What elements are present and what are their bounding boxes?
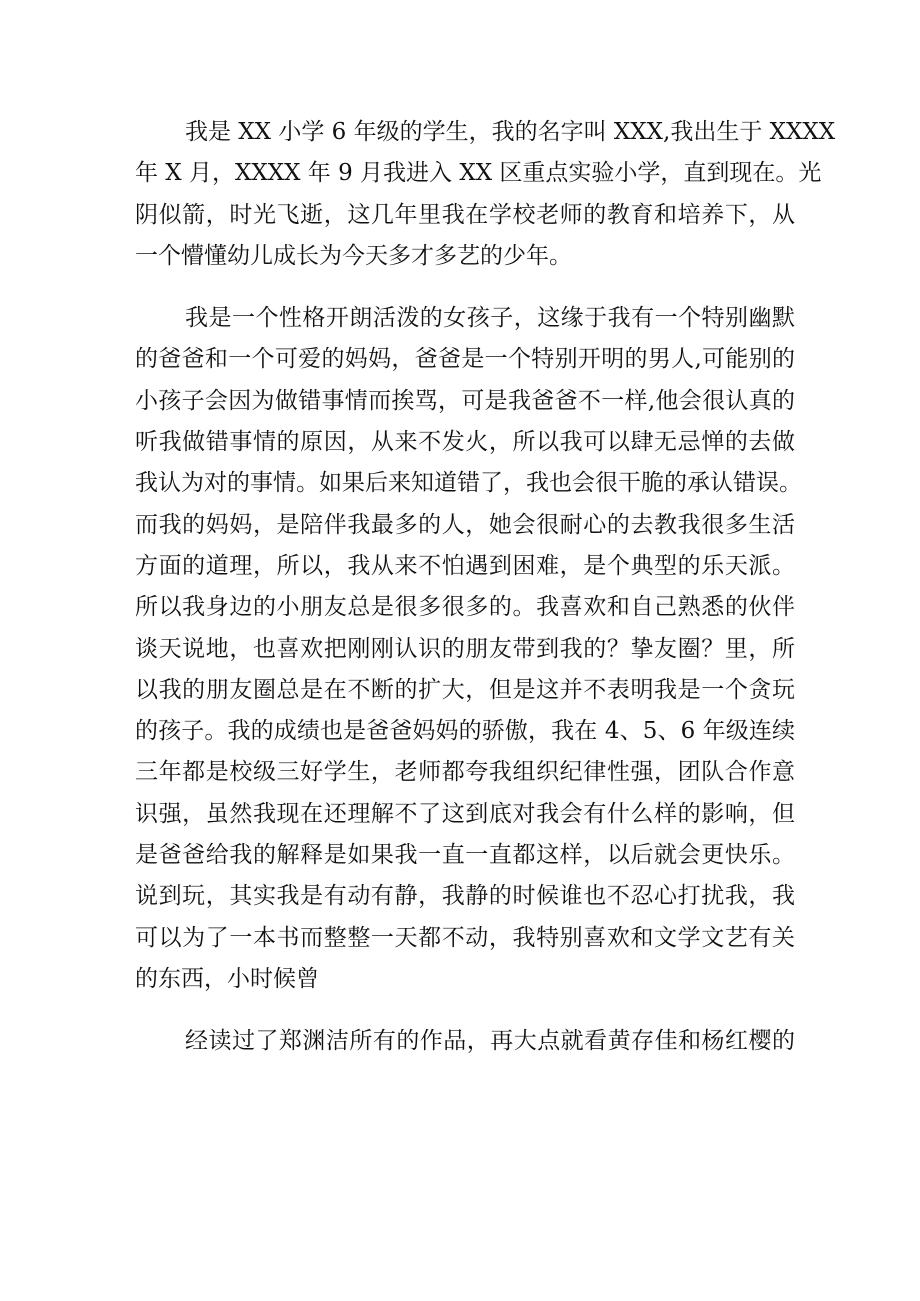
text-line: 一个懵懂幼儿成长为今天多才多艺的少年。 [135, 242, 572, 269]
text-line: 听我做错事情的原因，从来不发火，所以我可以肆无忌惮的去做 [135, 429, 795, 456]
paragraph-spacer [135, 277, 795, 298]
text-line: 我是 XX 小学 6 年级的学生，我的名字叫 XXX,我出生于 XXXX [185, 119, 836, 145]
text-line: 识强，虽然我现在还理解不了这到底对我会有什么样的影响，但 [135, 800, 795, 827]
text-line: 小孩子会因为做错事情而挨骂，可是我爸爸不一样,他会很认真的 [135, 387, 795, 414]
text-line: 我认为对的事情。如果后来知道错了，我也会很干脆的承认错误。 [135, 470, 802, 497]
text-line: 的爸爸和一个可爱的妈妈，爸爸是一个特别开明的男人,可能别的 [135, 346, 795, 373]
paragraph-2 [135, 298, 802, 1000]
text-line: 阴似箭，时光飞逝，这几年里我在学校老师的教育和培养下，从 [135, 201, 795, 228]
paragraph-1 [135, 112, 836, 277]
text-line: 三年都是校级三好学生，老师都夸我组织纪律性强，团队合作意 [135, 759, 795, 786]
text-line: 可以为了一本书而整整一天都不动，我特别喜欢和文学文艺有关 [135, 924, 795, 951]
paragraph-spacer [135, 1000, 795, 1021]
text-line: 年 X 月，XXXX 年 9 月我进入 XX 区重点实验小学，直到现在。光 [135, 160, 822, 187]
text-line: 方面的道理，所以，我从来不怕遇到困难，是个典型的乐天派。 [135, 552, 795, 579]
text-line: 的孩子。我的成绩也是爸爸妈妈的骄傲，我在 4、5、6 年级连续 [135, 718, 795, 745]
paragraph-3 [135, 1021, 795, 1062]
text-line: 以我的朋友圈总是在不断的扩大，但是这并不表明我是一个贪玩 [135, 676, 795, 703]
document-body [135, 112, 836, 1063]
text-line: 谈天说地，也喜欢把刚刚认识的朋友带到我的？挚友圈？里，所 [135, 635, 795, 662]
text-line: 所以我身边的小朋友总是很多很多的。我喜欢和自己熟悉的伙伴 [135, 594, 795, 621]
text-line: 而我的妈妈，是陪伴我最多的人，她会很耐心的去教我很多生活 [135, 511, 795, 538]
text-line: 是爸爸给我的解释是如果我一直一直都这样，以后就会更快乐。 [135, 842, 795, 869]
text-line: 经读过了郑渊洁所有的作品，再大点就看黄存佳和杨红樱的 [185, 1028, 795, 1055]
text-line: 我是一个性格开朗活泼的女孩子，这缘于我有一个特别幽默 [185, 305, 795, 332]
text-line: 说到玩，其实我是有动有静，我静的时候谁也不忍心打扰我，我 [135, 883, 795, 910]
text-line: 的东西，小时候曾 [135, 965, 319, 992]
